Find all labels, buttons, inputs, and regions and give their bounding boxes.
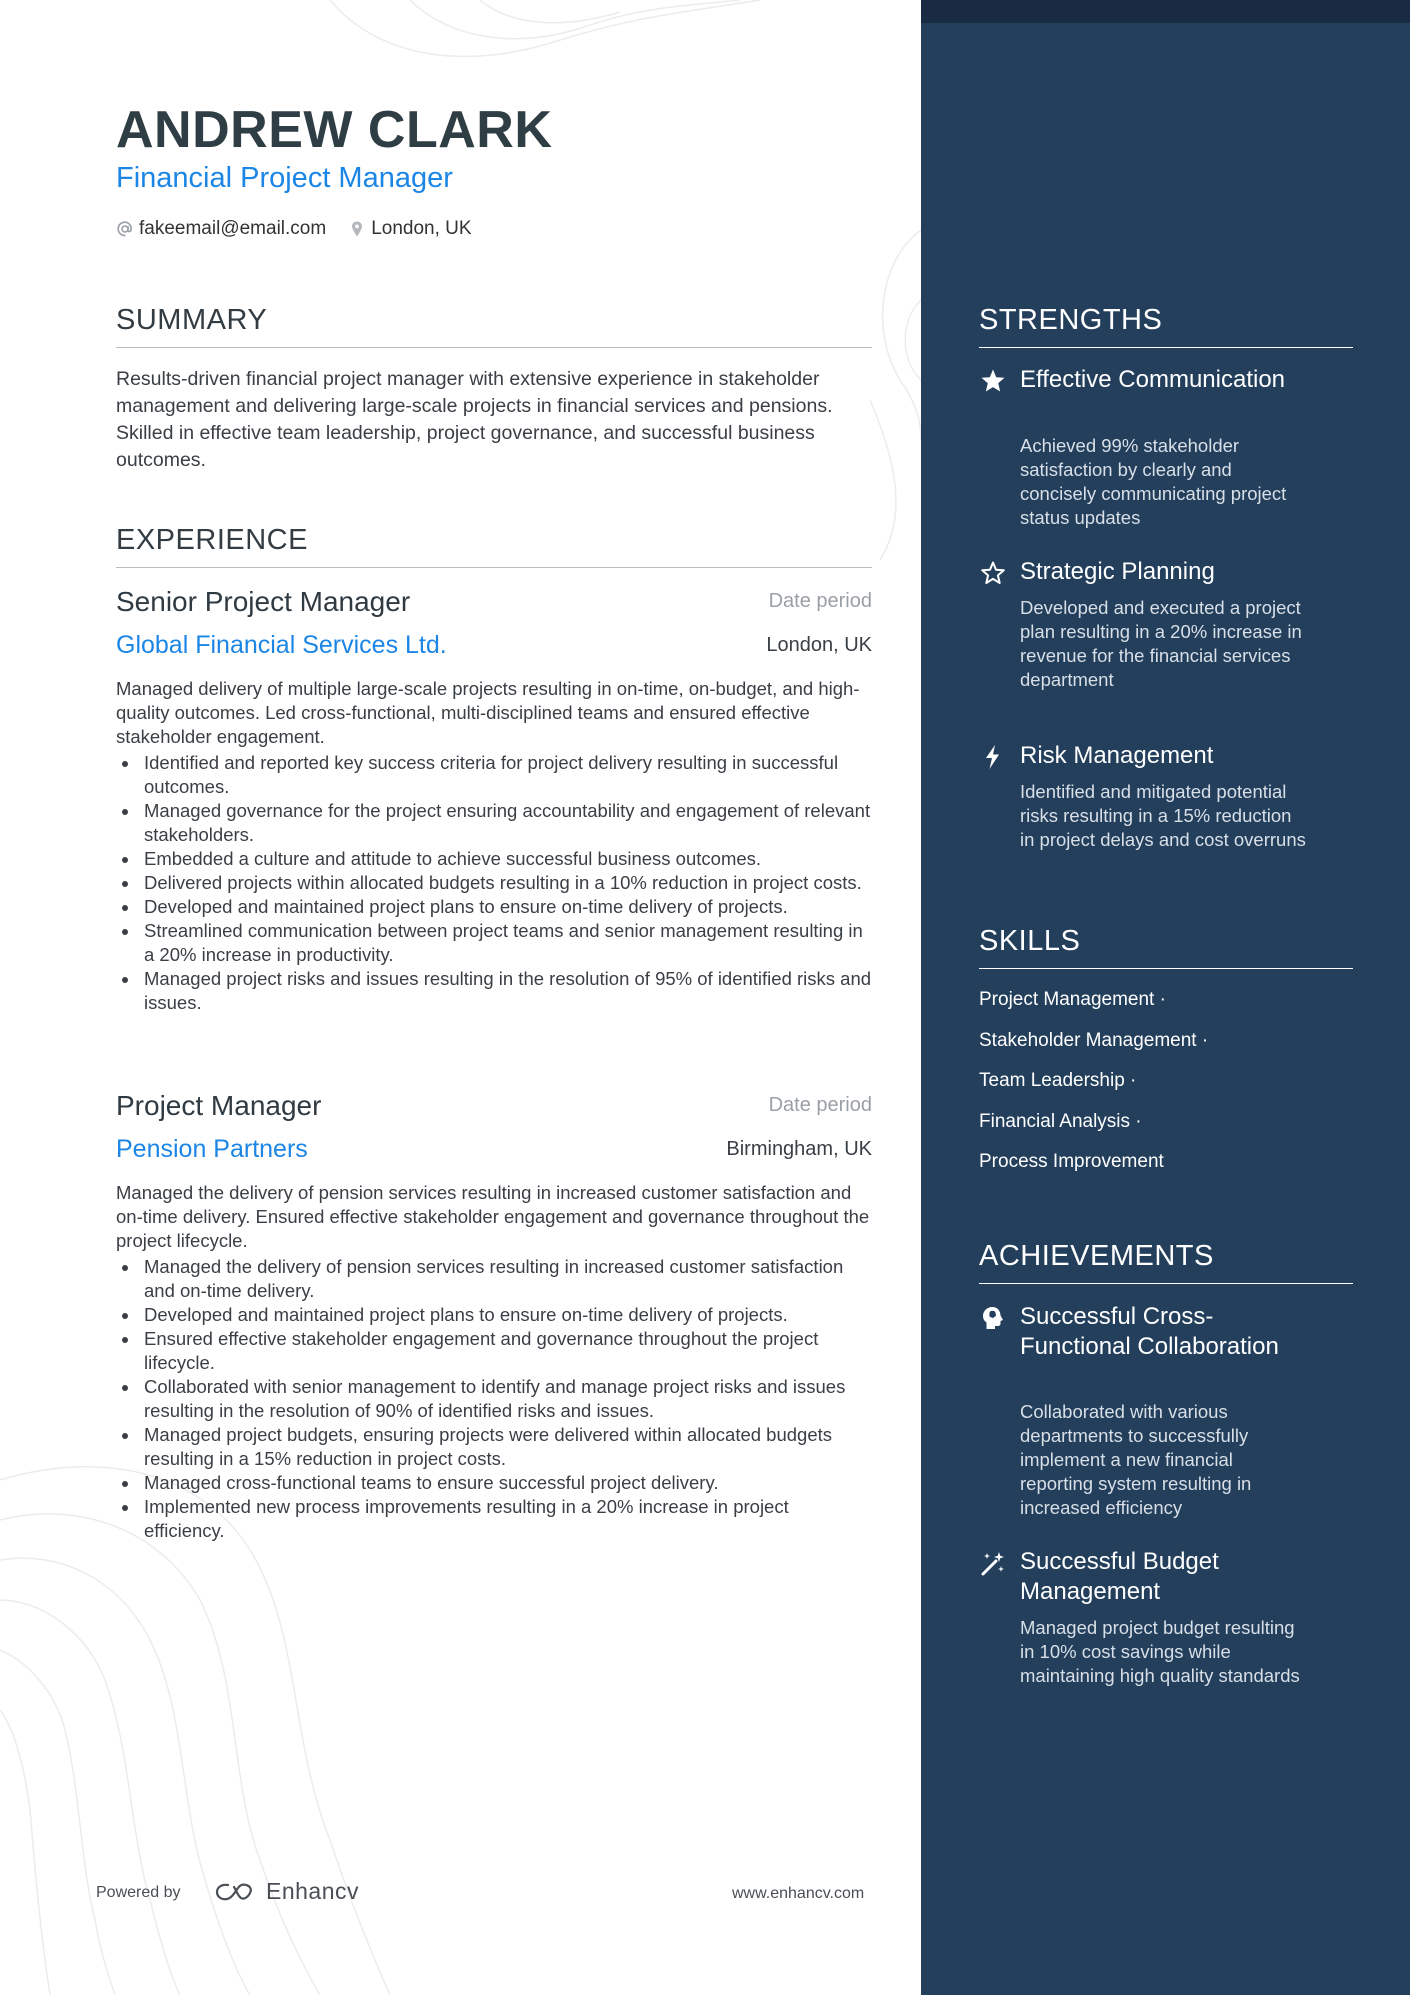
strength-1-title: Effective Communication [1020,366,1286,393]
achievement-2-title: Successful Budget Management [1020,1548,1219,1605]
email-text: fakeemail@email.com [139,218,327,239]
strength-3-title: Risk Management [1020,742,1214,769]
list-item: Managed the delivery of pension services resulting in increased customer satisfaction and on-time delivery. [116,1255,872,1303]
achievement-1-title: Successful Cross-Functional Collaboration [1020,1303,1279,1360]
job-2-description: Managed the delivery of pension services resulting in increased customer satisfaction and on-time delivery. Ensured effective stakeholder engagement and governance throughout the project lifecycle. [116,1182,870,1251]
strengths-heading: STRENGTHS [979,304,1353,348]
list-item: Embedded a culture and attitude to achieve successful business outcomes. [116,847,872,871]
list-item: Managed project risks and issues resulting in the resolution of 95% of identified risks and issues. [116,967,872,1015]
list-item: Identified and reported key success criteria for project delivery resulting in successful outcomes. [116,751,872,799]
job-2-bullets [116,1255,872,1543]
skill-item: Financial Analysis · [979,1107,1208,1148]
job-title: Financial Project Manager [116,162,453,194]
skill-item: Process Improvement [979,1151,1164,1172]
job-2-date: Date period [768,1094,872,1116]
job-1-location: London, UK [766,634,872,656]
powered-by-label: Powered by [96,1884,181,1901]
star-filled-icon [979,367,1007,395]
enhancv-logo[interactable] [214,1878,359,1905]
email-contact[interactable] [116,218,326,240]
strength-1-desc: Achieved 99% stakeholder satisfaction by clearly and concisely communicating project status updates [1020,435,1287,528]
head-brain-icon [979,1304,1007,1332]
job-1-bullets [116,751,872,1015]
strength-2-desc: Developed and executed a project plan resulting in a 20% increase in revenue for the financial services department [1020,597,1302,690]
list-item: Developed and maintained project plans to ensure on-time delivery of projects. [116,1303,872,1327]
lightning-icon [979,743,1007,771]
achievement-2-desc: Managed project budget resulting in 10% cost savings while maintaining high quality standards [1020,1617,1300,1686]
job-1-role: Senior Project Manager [116,586,411,617]
job-2-role: Project Manager [116,1090,322,1121]
skill-item: Stakeholder Management · [979,1026,1208,1067]
at-icon [116,220,134,238]
enhancv-brand-text: Enhancv [266,1878,360,1904]
experience-heading: EXPERIENCE [116,524,872,568]
skill-item: Team Leadership · [979,1066,1208,1107]
job-1-description: Managed delivery of multiple large-scale projects resulting in on-time, on-budget, and high-quality outcomes. Led cross-functional, multi-disciplined teams and ensured effective stakeholder engagement. [116,678,860,747]
enhancv-logo-icon [214,1880,260,1904]
list-item: Managed project budgets, ensuring projects were delivered within allocated budgets resulting in a 15% reduction in project costs. [116,1423,872,1471]
sidebar-top-band [921,0,1410,23]
job-1-company: Global Financial Services Ltd. [116,631,447,659]
achievement-1-desc: Collaborated with various departments to successfully implement a new financial reporting system resulting in increased efficiency [1020,1401,1252,1518]
location-contact [348,218,471,240]
list-item: Collaborated with senior management to identify and manage project risks and issues resulting in the resolution of 90% of identified risks and issues. [116,1375,872,1423]
list-item: Streamlined communication between project teams and senior management resulting in a 20% increase in productivity. [116,919,872,967]
list-item: Delivered projects within allocated budgets resulting in a 10% reduction in project costs. [116,871,872,895]
list-item: Implemented new process improvements resulting in a 20% increase in project efficiency. [116,1495,872,1543]
list-item: Developed and maintained project plans to ensure on-time delivery of projects. [116,895,872,919]
list-item: Managed cross-functional teams to ensure successful project delivery. [116,1471,872,1495]
list-item: Managed governance for the project ensuring accountability and engagement of relevant stakeholders. [116,799,872,847]
strength-2-title: Strategic Planning [1020,558,1215,585]
enhancv-url[interactable]: www.enhancv.com [732,1885,865,1902]
sidebar [921,0,1410,1995]
job-2-company: Pension Partners [116,1135,308,1163]
summary-heading: SUMMARY [116,304,872,348]
location-pin-icon [348,220,366,238]
summary-text: Results-driven financial project manager with extensive experience in stakeholder management and delivering large-scale projects in financial services and pensions. Skilled in effective team leadership, project governance, and successful business outcomes. [116,368,833,471]
skill-item: Project Management · [979,985,1208,1026]
location-text: London, UK [371,218,472,239]
candidate-name: ANDREW CLARK [116,101,553,159]
job-2-location: Birmingham, UK [726,1138,872,1160]
strength-3-desc: Identified and mitigated potential risks resulting in a 15% reduction in project delays and cost overruns [1020,781,1306,850]
job-1-date: Date period [768,590,872,612]
achievements-heading: ACHIEVEMENTS [979,1240,1353,1284]
star-outline-icon [979,559,1007,587]
skills-heading: SKILLS [979,925,1353,969]
contact-info [116,218,472,240]
skills-list [979,985,1208,1188]
list-item: Ensured effective stakeholder engagement and governance throughout the project lifecycle. [116,1327,872,1375]
magic-wand-icon [979,1549,1007,1577]
